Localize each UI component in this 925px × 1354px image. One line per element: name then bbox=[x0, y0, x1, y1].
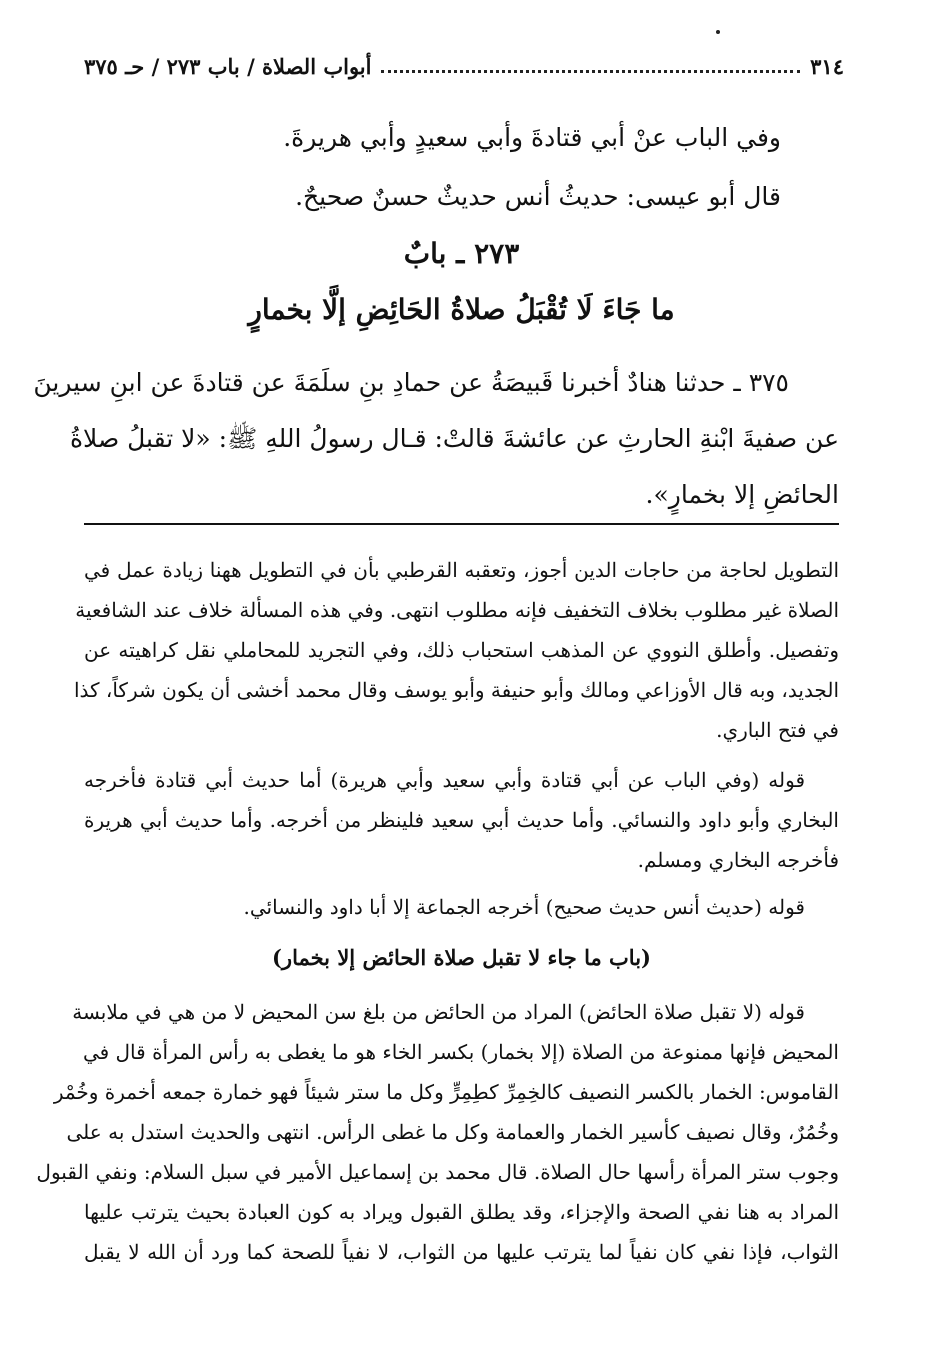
comment-line: المراد به هنا نفي الصحة والإجزاء، وقد يطلق القبول ويراد به كون العبادة بحيث يترتب عليها bbox=[84, 1200, 839, 1224]
comment-line: قوله (حديث أنس حديث صحيح) أخرجه الجماعة إلا أبا داود والنسائي. bbox=[243, 895, 805, 919]
main-line-2: قال أبو عيسى: حديثُ أنس حديثٌ حسنٌ صحيحٌ. bbox=[295, 182, 781, 211]
commentary-para-1 bbox=[73, 550, 839, 750]
commentary-para-3 bbox=[84, 887, 839, 927]
chapter-number: ٢٧٣ ـ بابٌ bbox=[403, 237, 520, 270]
comment-line: في فتح الباري. bbox=[716, 718, 839, 742]
running-title: أبواب الصلاة / باب ٢٧٣ / حـ ٣٧٥ bbox=[84, 54, 372, 79]
hadith-line-1: ٣٧٥ ـ حدثنا هنادٌ أخبرنا قَبيصَةُ عن حمادِ بنِ سلَمَةَ عن قتادةَ عن ابنِ سيرينَ bbox=[33, 368, 789, 397]
comment-line: القاموس: الخمار بالكسر النصيف كالخِمِرِّ كطِمِرٍّ وكل ما ستر شيئاً فهو خمارة جمعه أخمرة وخُمْر bbox=[53, 1080, 839, 1104]
scan-speck bbox=[716, 30, 720, 34]
comment-line: الجديد، وبه قال الأوزاعي ومالك وأبو حنيفة وأبو يوسف وقال محمد أخشى أن يكون شركاً، كذا bbox=[73, 678, 839, 702]
comment-line: قوله (وفي الباب عن أبي قتادة وأبي سعيد وأبي هريرة) أما حديث أبي قتادة فأخرجه bbox=[84, 768, 805, 792]
main-text-intro bbox=[84, 108, 839, 226]
comment-line: الثواب، فإذا نفي كان نفياً لما يترتب عليها من الثواب، لا نفياً للصحة كما ورد أن الله لا يقبل bbox=[84, 1240, 839, 1264]
commentary-subheading: (باب ما جاء لا تقبل صلاة الحائض إلا بخمار) bbox=[272, 945, 651, 970]
header-dotted-leader bbox=[381, 70, 800, 73]
running-header bbox=[84, 54, 844, 79]
comment-line: وجوب ستر المرأة رأسها حال الصلاة. قال محمد بن إسماعيل الأمير في سبل السلام: ونفي القبول bbox=[36, 1160, 839, 1184]
comment-line: التطويل لحاجة من حاجات الدين أجوز، وتعقبه القرطبي بأن في التطويل ههنا زيادة عمل في bbox=[84, 558, 839, 582]
comment-line: فأخرجه البخاري ومسلم. bbox=[637, 848, 839, 872]
page-number: ٣١٤ bbox=[810, 54, 844, 79]
main-line-1: وفي الباب عنْ أبي قتادةَ وأبي سعيدٍ وأبي هريرةَ. bbox=[283, 123, 781, 152]
chapter-title: ما جَاءَ لَا تُقْبَلُ صلاةُ الحَائِضِ إلَّا بخمارٍ bbox=[248, 293, 675, 326]
commentary-para-2 bbox=[84, 760, 839, 880]
footnote-separator bbox=[84, 523, 839, 525]
comment-line: وتفصيل. وأطلق النووي عن المذهب استحباب ذلك، وفي التجريد للمحاملي نقل كراهيته عن bbox=[84, 638, 839, 662]
comment-line: الصلاة غير مطلوب بخلاف التخفيف فإنه مطلوب انتهى. وفي هذه المسألة خلاف عند الشافعية bbox=[75, 598, 839, 622]
commentary-para-4 bbox=[36, 992, 839, 1272]
comment-line: المحيض فإنها ممنوعة من الصلاة (إلا بخمار) بكسر الخاء هو ما يغطى به رأس المرأة قال في bbox=[82, 1040, 839, 1064]
comment-line: البخاري وأبو داود والنسائي. وأما حديث أبي سعيد فلينظر من أخرجه. وأما حديث أبي هريرة bbox=[84, 808, 839, 832]
hadith-line-3: الحائضِ إلا بخمارٍ». bbox=[645, 480, 839, 509]
comment-line: وخُمُرٌ، وقال نصيف كأسير الخمار والعمامة وكل ما غطى الرأس. انتهى والحديث استدل به على bbox=[66, 1120, 839, 1144]
hadith-line-2: عن صفيةَ ابْنةِ الحارثِ عن عائشةَ قالتْ: قـال رسولُ اللهِ ﷺ: «لا تقبلُ صلاةُ bbox=[69, 424, 839, 453]
hadith-text bbox=[33, 355, 839, 523]
comment-line: قوله (لا تقبل صلاة الحائض) المراد من الحائض من بلغ سن المحيض لا من هي في ملابسة bbox=[72, 1000, 805, 1024]
